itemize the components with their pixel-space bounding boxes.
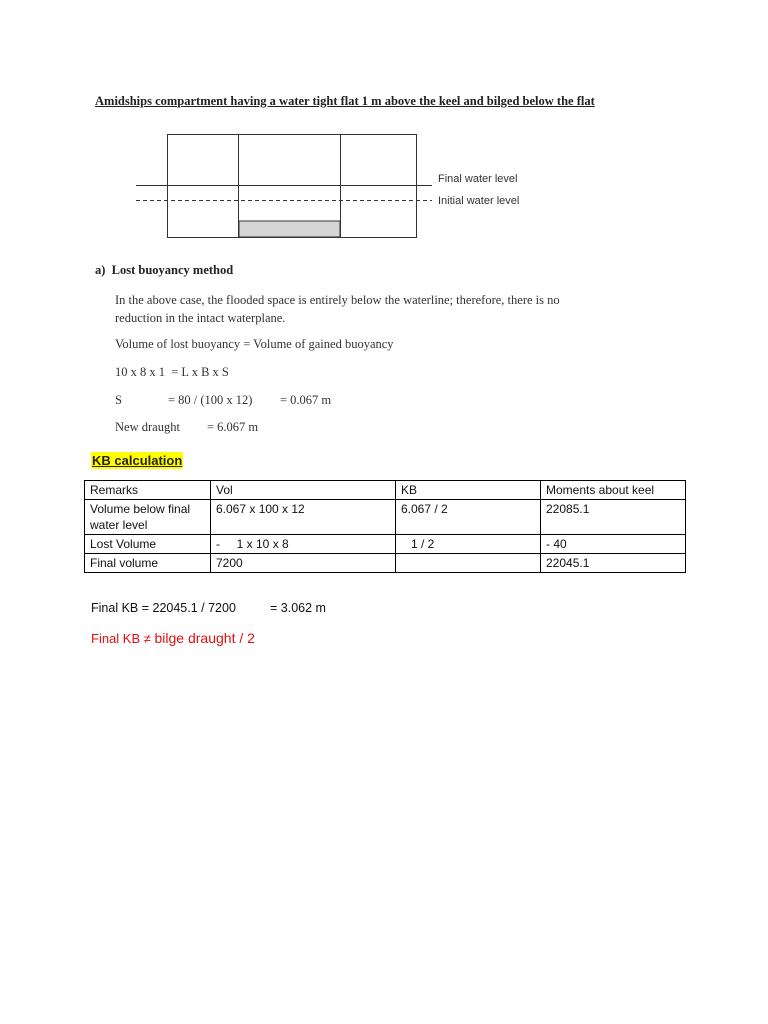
lost-buoyancy-heading: a) Lost buoyancy method — [95, 263, 234, 277]
cell-vol: 6.067 x 100 x 12 — [211, 500, 396, 535]
kb-table — [84, 480, 686, 573]
new-draught-label: New draught — [115, 420, 180, 434]
equation-s-label: S — [115, 393, 122, 407]
header-vol: Vol — [211, 481, 396, 500]
cell-kb — [396, 554, 541, 573]
initial-water-level-label: Initial water level — [438, 195, 520, 207]
header-remarks: Remarks — [85, 481, 211, 500]
cell-remarks: Lost Volume — [85, 535, 211, 554]
final-kb-note — [91, 630, 255, 646]
final-kb-note-prefix: Final KB ≠ — [91, 631, 151, 646]
cell-vol: - 1 x 10 x 8 — [211, 535, 396, 554]
table-row — [85, 535, 686, 554]
final-kb-equation: Final KB = 22045.1 / 7200 — [91, 601, 236, 615]
equation-volume: Volume of lost buoyancy = Volume of gained buoyancy — [115, 337, 394, 351]
page-heading: Amidships compartment having a water tight flat 1 m above the keel and bilged below the flat — [95, 94, 595, 108]
kb-calculation-title: KB calculation — [92, 453, 183, 468]
header-moments: Moments about keel — [541, 481, 686, 500]
kb-table-header-row — [85, 481, 686, 500]
table-row — [85, 554, 686, 573]
cell-remarks: Final volume — [85, 554, 211, 573]
equation-s-result: = 0.067 m — [280, 393, 332, 407]
cell-kb: 1 / 2 — [396, 535, 541, 554]
final-kb-result: = 3.062 m — [270, 601, 326, 615]
flooded-space — [239, 221, 340, 237]
cell-kb: 6.067 / 2 — [396, 500, 541, 535]
cell-remarks: Volume below final water level — [85, 500, 211, 535]
cell-vol: 7200 — [211, 554, 396, 573]
equation-lbs: 10 x 8 x 1 = L x B x S — [115, 365, 229, 379]
cell-moment: 22085.1 — [541, 500, 686, 535]
final-water-level-label: Final water level — [438, 173, 518, 185]
equation-s-formula: = 80 / (100 x 12) — [168, 393, 253, 407]
table-row — [85, 500, 686, 535]
compartment-diagram — [0, 0, 768, 260]
cell-moment: - 40 — [541, 535, 686, 554]
header-kb: KB — [396, 481, 541, 500]
explanation-paragraph: In the above case, the flooded space is entirely below the waterline; therefore, there is no reduction in the intact waterplane. — [115, 293, 560, 325]
final-kb-note-suffix: bilge draught / 2 — [154, 630, 255, 646]
new-draught-value: = 6.067 m — [207, 420, 259, 434]
cell-moment: 22045.1 — [541, 554, 686, 573]
